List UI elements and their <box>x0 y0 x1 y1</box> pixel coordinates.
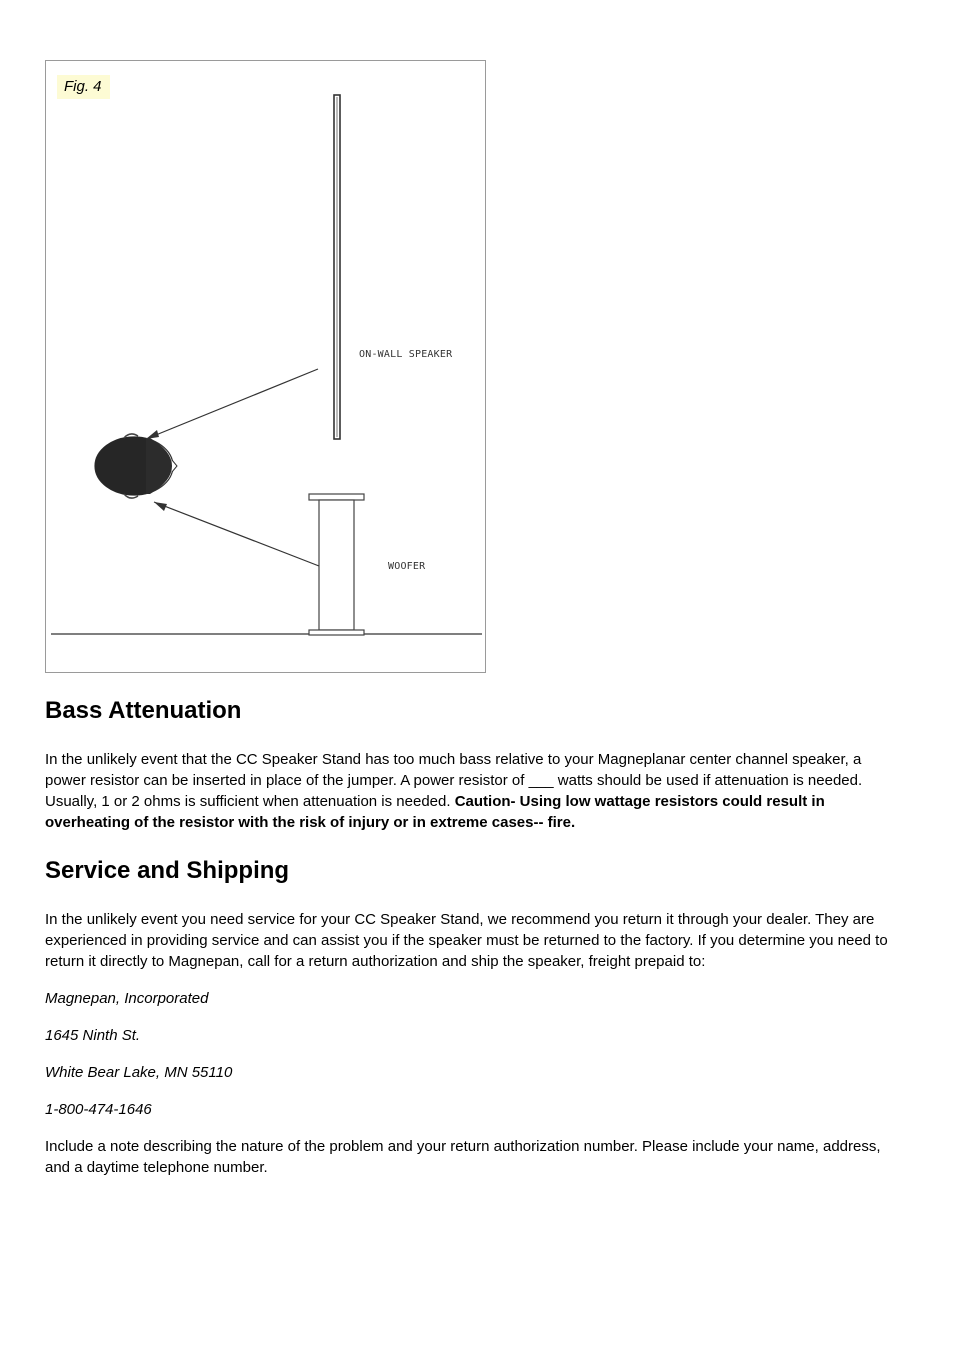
bass-attenuation-heading: Bass Attenuation <box>45 697 242 724</box>
service-note: Include a note describing the nature of the problem and your return authorization number. Please include your name, address, and a daytime telephone number. <box>45 1138 881 1176</box>
figure-label: Fig. 4 <box>57 75 110 99</box>
bass-attenuation-paragraph <box>45 749 905 833</box>
woofer-arrow-line <box>154 502 319 566</box>
service-paragraph: In the unlikely event you need service for your CC Speaker Stand, we recommend you return it through your dealer. They are experienced in providing service and can assist you if the speaker must be returned to the factory. If you determine you need to return it directly to Magnepan, call for a return authorization and ship the speaker, freight prepaid to: <box>45 911 888 970</box>
woofer-top-cap <box>309 494 364 500</box>
document-body <box>45 690 905 1178</box>
woofer-base <box>309 630 364 635</box>
caution-warning: Caution- Using low wattage resistors could result in overheating of the resistor with the risk of injury or in extreme cases-- fire. <box>45 793 825 831</box>
speaker-arrow-line <box>146 369 318 439</box>
woofer-label: WOOFER <box>388 561 426 572</box>
address-company: Magnepan, Incorporated <box>45 990 209 1007</box>
bass-text: In the unlikely event that the CC Speaker Stand has too much bass relative to your Magneplanar center channel speaker, a power resistor can be inserted in place of the jumper. A power resistor of ___ watts should be used if attenuation is needed. Usually, 1 or 2 ohms is sufficient when attenuation is needed. <box>45 751 863 810</box>
figure-4 <box>45 60 486 673</box>
speaker-arrowhead <box>146 430 159 439</box>
service-shipping-heading: Service and Shipping <box>45 857 290 884</box>
woofer-column <box>319 500 354 630</box>
address-city: White Bear Lake, MN 55110 <box>45 1064 233 1081</box>
address-street: 1645 Ninth St. <box>45 1027 141 1044</box>
address-phone: 1-800-474-1646 <box>45 1101 152 1118</box>
speaker-diagram <box>46 61 485 672</box>
woofer-arrowhead <box>154 502 167 511</box>
on-wall-speaker-label: ON-WALL SPEAKER <box>359 349 453 360</box>
listener-head <box>95 434 177 498</box>
